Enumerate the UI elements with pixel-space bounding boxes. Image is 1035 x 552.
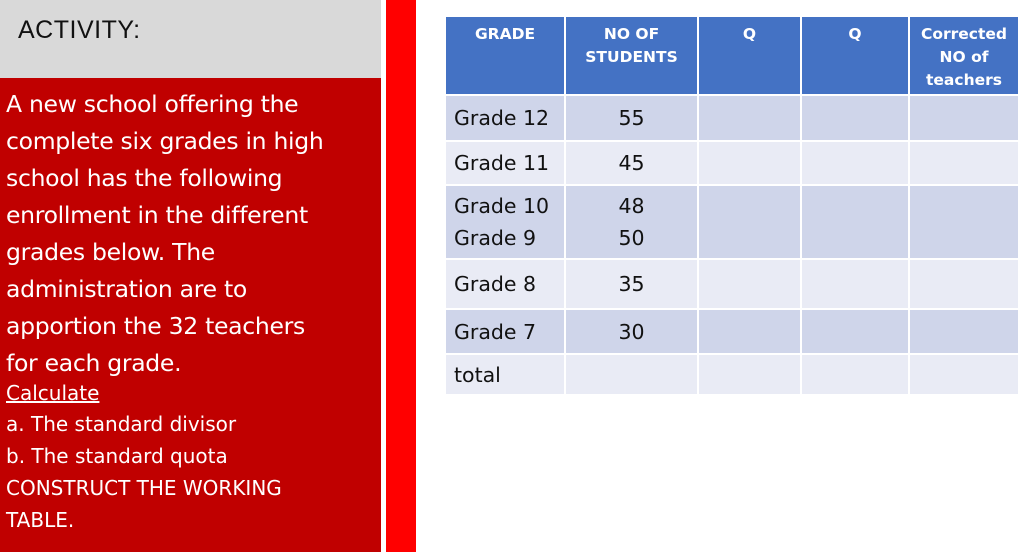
problem-text-area — [6, 86, 378, 536]
table-row — [446, 309, 1019, 354]
students-cell: 45 — [565, 141, 698, 185]
corrected-cell — [909, 95, 1019, 141]
grade-cell: Grade 11 — [446, 141, 565, 185]
red-divider — [386, 0, 416, 552]
table-row — [446, 354, 1019, 394]
header-grade: GRADE — [446, 17, 565, 95]
table-row — [446, 141, 1019, 185]
q-cell — [698, 95, 801, 141]
grade-cell: Grade 7 — [446, 309, 565, 354]
q2-cell — [801, 185, 909, 259]
header-q: Q — [698, 17, 801, 95]
header-q-2: Q — [801, 17, 909, 95]
q2-cell — [801, 141, 909, 185]
calculate-label: Calculate — [6, 381, 100, 405]
corrected-cell — [909, 354, 1019, 394]
q2-cell — [801, 95, 909, 141]
q-cell — [698, 141, 801, 185]
q2-cell — [801, 259, 909, 309]
students-cell — [565, 354, 698, 394]
corrected-cell — [909, 185, 1019, 259]
q-cell — [698, 259, 801, 309]
students-cell: 30 — [565, 309, 698, 354]
students-cell: 35 — [565, 259, 698, 309]
corrected-cell — [909, 141, 1019, 185]
header-no-of-students: NO OF STUDENTS — [565, 17, 698, 95]
problem-statement: A new school offering the complete six grades in high school has the following enrollment in the different grades below. The administration are to apportion the 32 teachers for each grade. — [6, 90, 324, 377]
grade-cell: Grade 10 Grade 9 — [446, 185, 565, 259]
students-cell: 48 50 — [565, 185, 698, 259]
grade-cell: Grade 12 — [446, 95, 565, 141]
table-row — [446, 185, 1019, 259]
q-cell — [698, 185, 801, 259]
grade-cell: total — [446, 354, 565, 394]
table-row — [446, 95, 1019, 141]
working-table — [446, 17, 1020, 394]
activity-title-box — [0, 0, 381, 78]
construct-instruction: CONSTRUCT THE WORKING TABLE. — [6, 476, 282, 532]
grade-cell: Grade 8 — [446, 259, 565, 309]
corrected-cell — [909, 309, 1019, 354]
q-cell — [698, 354, 801, 394]
table-header-row — [446, 17, 1019, 95]
header-corrected-teachers: Corrected NO of teachers — [909, 17, 1019, 95]
table-row — [446, 259, 1019, 309]
task-item-a: a. The standard divisor — [6, 412, 237, 436]
corrected-cell — [909, 259, 1019, 309]
task-item-b: b. The standard quota — [6, 444, 228, 468]
students-cell: 55 — [565, 95, 698, 141]
activity-title: ACTIVITY: — [18, 16, 141, 44]
q2-cell — [801, 309, 909, 354]
q2-cell — [801, 354, 909, 394]
q-cell — [698, 309, 801, 354]
